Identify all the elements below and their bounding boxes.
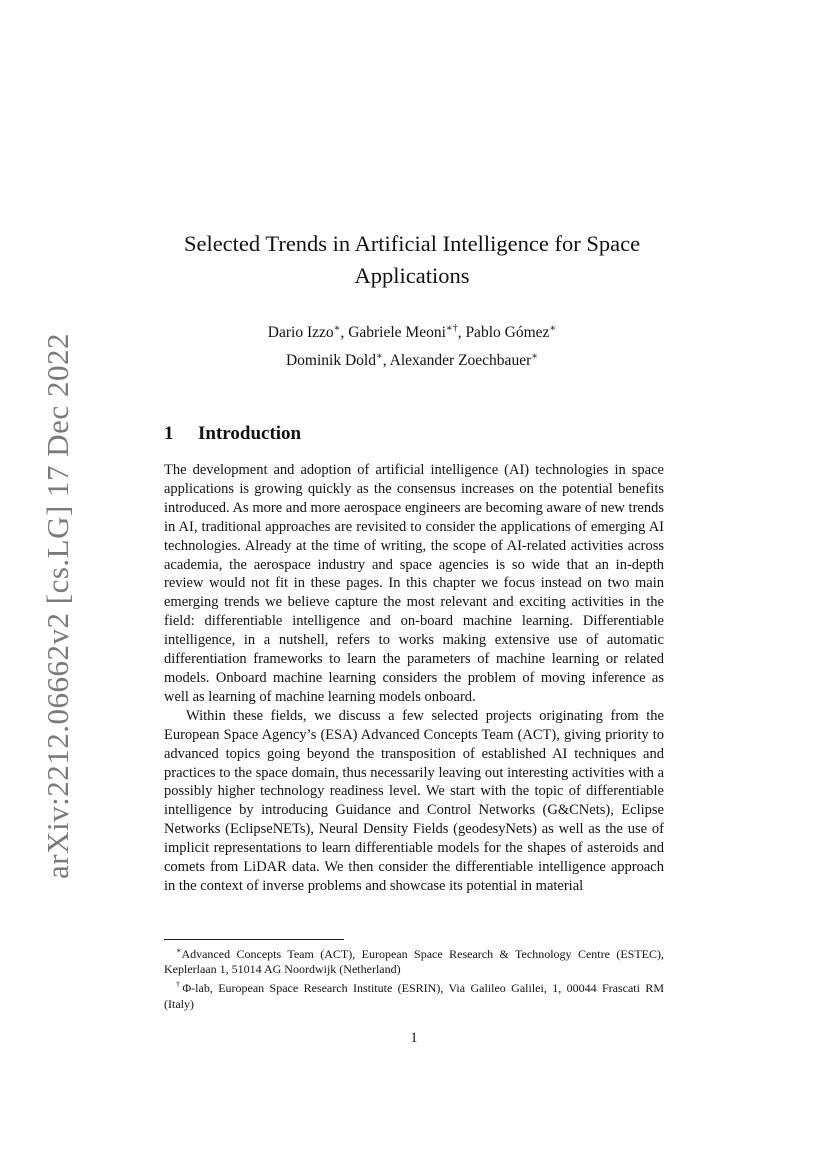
author-line-1: Dario Izzo∗, Gabriele Meoni∗†, Pablo Gómez∗ bbox=[267, 323, 557, 342]
author-name: Pablo Gómez bbox=[465, 324, 550, 342]
author-name: Dominik Dold bbox=[285, 352, 376, 370]
body-text bbox=[164, 461, 664, 896]
footnote-divider bbox=[164, 939, 344, 940]
arxiv-identifier: arXiv:2212.06662v2 [cs.LG] 17 Dec 2022 bbox=[40, 333, 75, 879]
section-heading bbox=[164, 423, 301, 445]
section-title: Introduction bbox=[198, 423, 302, 444]
paragraph: Within these fields, we discuss a few selected projects originating from the European Space Agency’s (ESA) Advanced Concepts Team (ACT), giving priority to advanced topics going beyond the transposition of established AI techniques and practices to the space domain, thus necessarily leaving out interesting activities with a possibly higher technology readiness level. We start with the topic of differentiable intelligence by introducing Guidance and Control Networks (G&CNets), Eclipse Networks (EclipseNETs), Neural Density Fields (geodesyNets) as well as the use of implicit representations to learn differentiable models for the shapes of asteroids and comets from LiDAR data. We then consider the differentiable intelligence approach in the context of inverse problems and showcase its potential in material bbox=[164, 707, 664, 894]
footnote bbox=[164, 977, 664, 1011]
paper-title: Selected Trends in Artificial Intelligence for Space Applications bbox=[183, 231, 641, 288]
footnotes bbox=[164, 943, 664, 1012]
footnote-mark: ∗ bbox=[176, 946, 182, 955]
footnote bbox=[164, 943, 664, 977]
section-number: 1 bbox=[164, 423, 174, 444]
author-name: Dario Izzo bbox=[267, 324, 334, 342]
page-number: 1 bbox=[410, 1030, 418, 1046]
footnote-mark: † bbox=[176, 980, 183, 990]
paragraph: The development and adoption of artificial intelligence (AI) technologies in space applications is growing quickly as the consensus increases on the potential benefits introduced. As more and more aerospace engineers are becoming aware of new trends in AI, traditional approaches are revisited to consider the applications of emerging AI technologies. Already at the time of writing, the scope of AI-related activities across academia, the aerospace industry and space agencies is so wide that an in-depth review would not fit in these pages. In this chapter we focus instead on two main emerging trends we believe capture the most relevant and exciting activities in the field: differentiable intelligence and on-board machine learning. Differentiable intelligence, in a nutshell, refers to works making extensive use of automatic differentiation frameworks to learn the parameters of machine learning or related models. Onboard machine learning considers the problem of moving inference as well as learning of machine learning models onboard. bbox=[164, 462, 664, 705]
affiliation-mark: ∗ bbox=[375, 351, 383, 363]
affiliation-mark: ∗† bbox=[445, 323, 458, 334]
author-line-2: Dominik Dold∗, Alexander Zoechbauer∗ bbox=[285, 351, 539, 370]
author-name: Alexander Zoechbauer bbox=[389, 352, 532, 370]
footnote-text: Φ-lab, European Space Research Institute (ESRIN), Via Galileo Galilei, 1, 00044 Frascati RM (Italy) bbox=[164, 981, 665, 1011]
author-name: Gabriele Meoni bbox=[348, 324, 446, 342]
footnote-text: Advanced Concepts Team (ACT), European Space Research & Technology Centre (ESTEC), Keplerlaan 1, 51014 AG Noordwijk (Netherland) bbox=[164, 947, 664, 977]
author-block bbox=[150, 317, 674, 373]
affiliation-mark: ∗ bbox=[333, 323, 341, 334]
affiliation-mark: ∗ bbox=[549, 323, 557, 334]
affiliation-mark: ∗ bbox=[531, 351, 539, 363]
